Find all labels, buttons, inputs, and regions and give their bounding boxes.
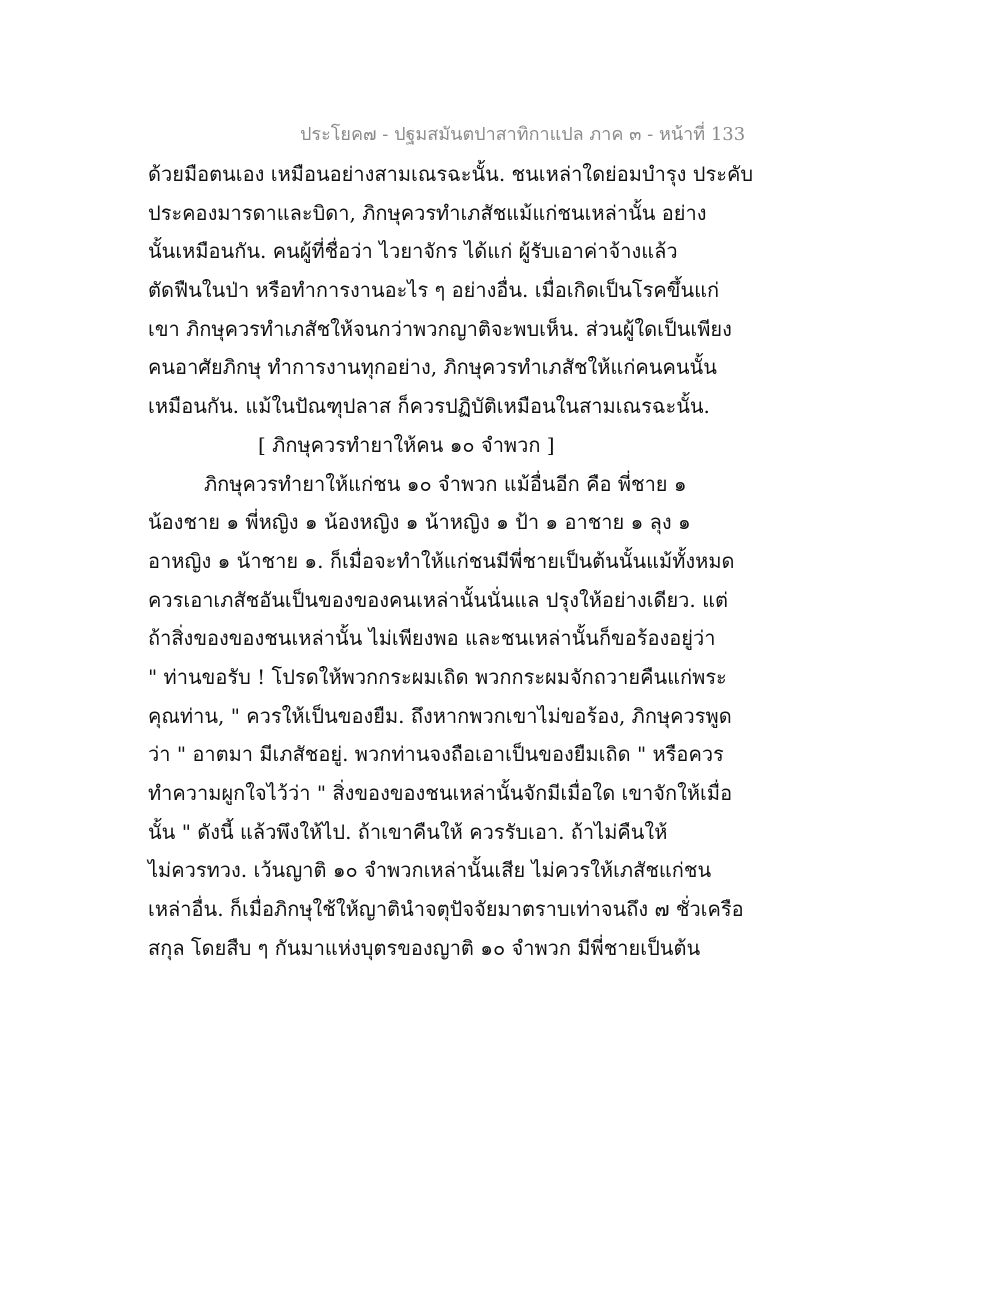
text-line: อาหญิง ๑ น้าชาย ๑. ก็เมื่อจะทำให้แก่ชนมีพี่ชายเป็นต้นนั้นแม้ทั้งหมด	[148, 548, 735, 573]
text-line: เหมือนกัน. แม้ในปัณฑุปลาส ก็ควรปฏิบัติเหมือนในสามเณรฉะนั้น.	[148, 394, 710, 419]
text-line: นั้น " ดังนี้ แล้วพึงให้ไป. ถ้าเขาคืนให้ ควรรับเอา. ถ้าไม่คืนให้	[148, 819, 668, 844]
text-line: คนอาศัยภิกษุ ทำการงานทุกอย่าง, ภิกษุควรทำเภสัชให้แก่คนคนนั้น	[148, 355, 717, 380]
text-line: ประคองมารดาและบิดา, ภิกษุควรทำเภสัชแม้แก่ชนเหล่านั้น อย่าง	[148, 200, 707, 225]
paragraph-first-line: ภิกษุควรทำยาให้แก่ชน ๑๐ จำพวก แม้อื่นอีก คือ พี่ชาย ๑	[204, 471, 687, 496]
text-line: คุณท่าน, " ควรให้เป็นของยืม. ถึงหากพวกเขาไม่ขอร้อง, ภิกษุควรพูด	[148, 703, 732, 728]
text-line: ตัดฟืนในป่า หรือทำการงานอะไร ๆ อย่างอื่น. เมื่อเกิดเป็นโรคขึ้นแก่	[148, 278, 720, 303]
text-line: ควรเอาเภสัชอันเป็นของของคนเหล่านั้นนั่นแล ปรุงให้อย่างเดียว. แต่	[148, 587, 729, 612]
body-text	[148, 155, 754, 967]
text-line: น้องชาย ๑ พี่หญิง ๑ น้องหญิง ๑ น้าหญิง ๑ ป้า ๑ อาชาย ๑ ลุง ๑	[148, 510, 691, 535]
text-line: สกุล โดยสืบ ๆ กันมาแห่งบุตรของญาติ ๑๐ จำพวก มีพี่ชายเป็นต้น	[148, 935, 701, 960]
text-line: นั้นเหมือนกัน. คนผู้ที่ชื่อว่า ไวยาจักร ได้แก่ ผู้รับเอาค่าจ้างแล้ว	[148, 239, 678, 264]
text-line: " ท่านขอรับ ! โปรดให้พวกกระผมเถิด พวกกระผมจักถวายคืนแก่พระ	[148, 664, 727, 689]
text-line: ไม่ควรทวง. เว้นญาติ ๑๐ จำพวกเหล่านั้นเสีย ไม่ควรให้เภสัชแก่ชน	[148, 858, 712, 883]
text-line: ว่า " อาตมา มีเภสัชอยู่. พวกท่านจงถือเอาเป็นของยืมเถิด " หรือควร	[148, 742, 724, 767]
text-line: เขา ภิกษุควรทำเภสัชให้จนกว่าพวกญาติจะพบเห็น. ส่วนผู้ใดเป็นเพียง	[148, 316, 732, 341]
text-line: เหล่าอื่น. ก็เมื่อภิกษุใช้ให้ญาตินำจตุปัจจัยมาตราบเท่าจนถึง ๗ ชั่วเครือ	[148, 897, 744, 922]
running-header: ประโยค๗ - ปฐมสมันตปาสาทิกาแปล ภาค ๓ - หน้าที่ 133	[300, 124, 746, 145]
text-line: ถ้าสิ่งของของชนเหล่านั้น ไม่เพียงพอ และชนเหล่านั้นก็ขอร้องอยู่ว่า	[148, 626, 716, 651]
text-line: ทำความผูกใจไว้ว่า " สิ่งของของชนเหล่านั้นจักมีเมื่อใด เขาจักให้เมื่อ	[148, 781, 733, 805]
section-heading: [ ภิกษุควรทำยาให้คน ๑๐ จำพวก ]	[258, 432, 555, 457]
text-line: ด้วยมือตนเอง เหมือนอย่างสามเณรฉะนั้น. ชนเหล่าใดย่อมบำรุง ประคับ	[148, 162, 754, 186]
